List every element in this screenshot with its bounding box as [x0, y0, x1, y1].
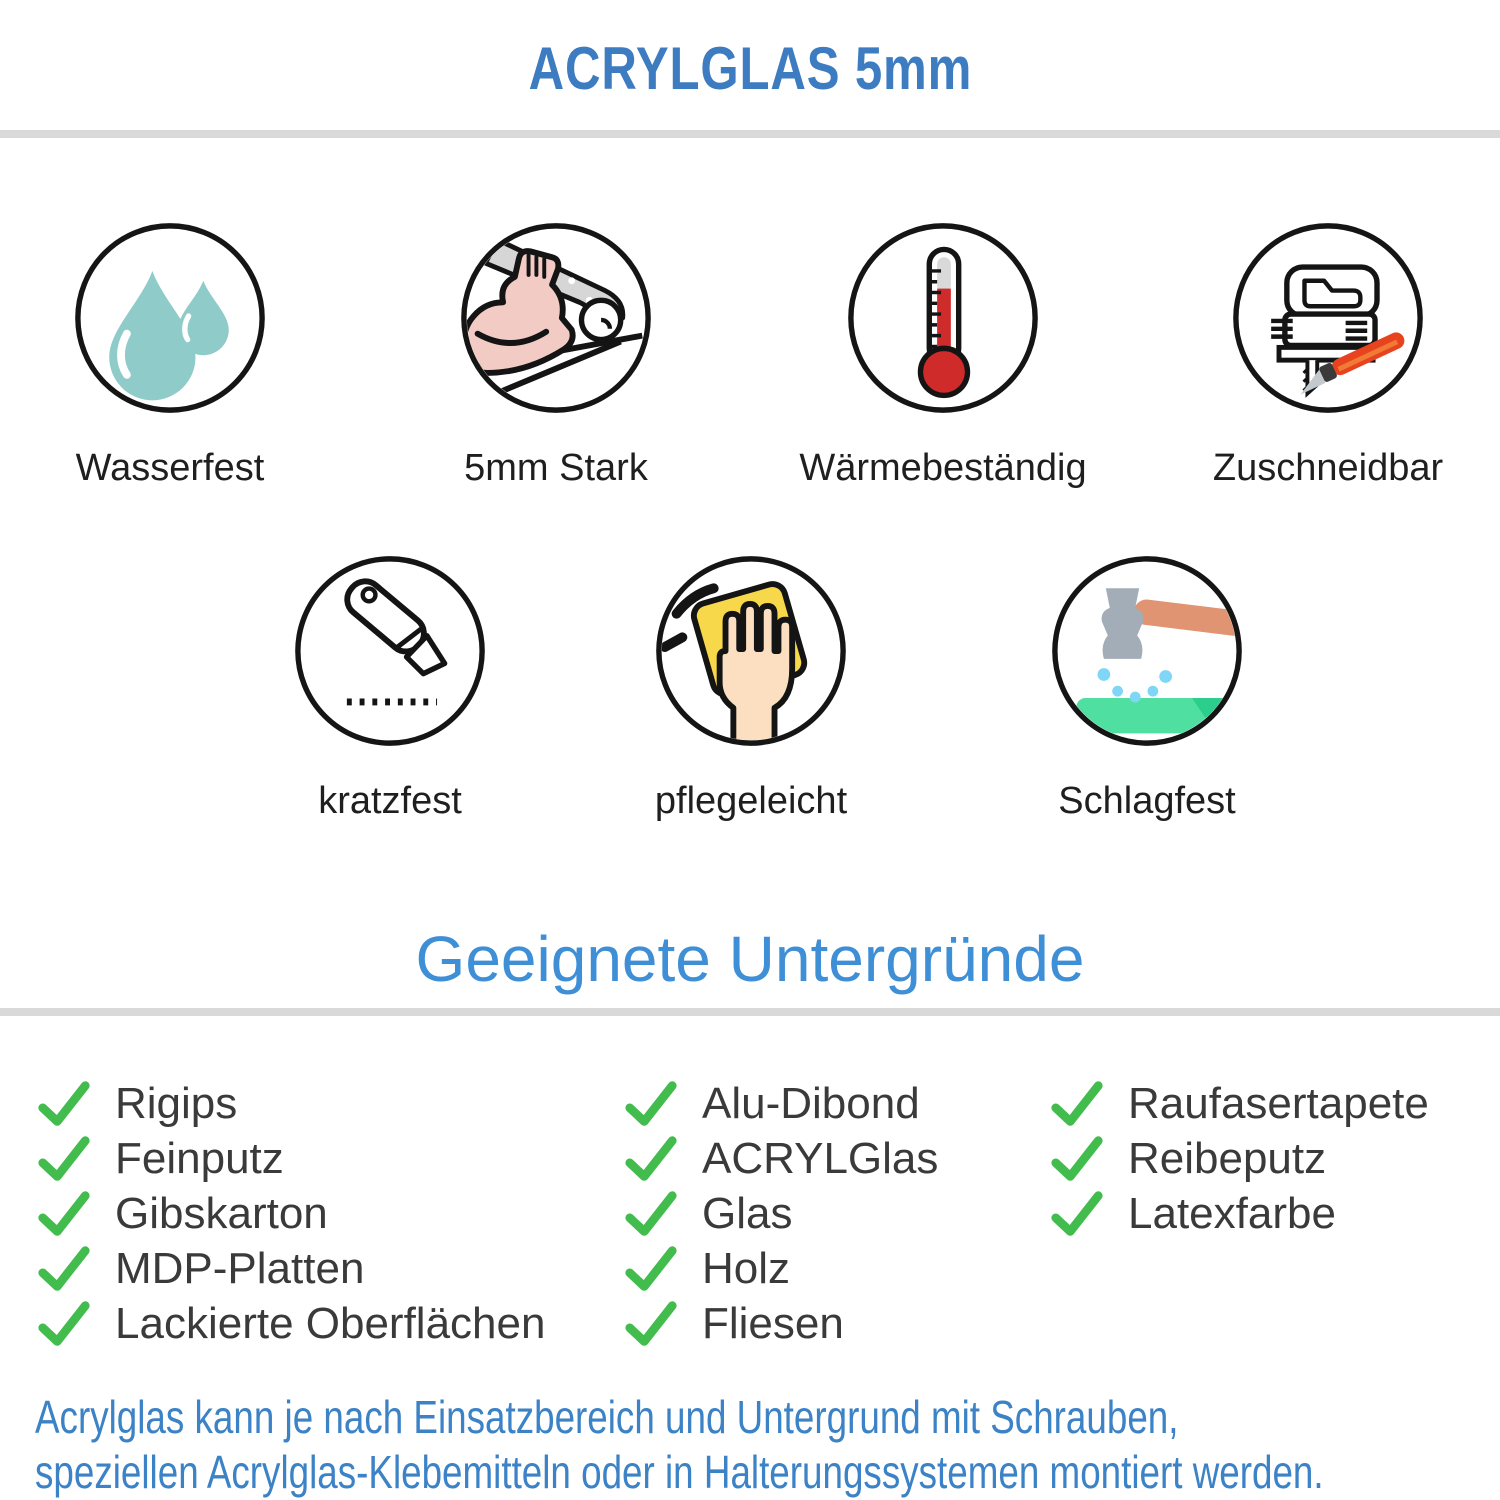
thermometer-icon [845, 220, 1041, 416]
feature-label: 5mm Stark [464, 447, 648, 489]
feature-label: Zuschneidbar [1212, 447, 1444, 489]
list-item [622, 1076, 938, 1131]
check-icon [1048, 1075, 1106, 1133]
list-item [622, 1241, 938, 1296]
mounting-note [35, 1390, 1500, 1500]
substrate-column-3 [1048, 1076, 1429, 1241]
check-icon [35, 1240, 93, 1298]
feature-label: Wasserfest [75, 447, 265, 489]
substrate-label: Gibskarton [115, 1188, 328, 1238]
hammer-icon [1049, 553, 1245, 749]
list-item [35, 1131, 545, 1186]
list-item [35, 1296, 545, 1351]
check-icon [35, 1295, 93, 1353]
utility-knife-icon [292, 553, 488, 749]
substrate-label: Latexfarbe [1128, 1188, 1336, 1238]
feature-schlagfest [977, 553, 1317, 823]
feature-label: pflegeleicht [654, 780, 848, 822]
check-icon [622, 1240, 680, 1298]
list-item [1048, 1131, 1429, 1186]
check-icon [35, 1130, 93, 1188]
feature-zuschneidbar [1158, 220, 1498, 490]
list-item [1048, 1186, 1429, 1241]
substrate-label: ACRYLGlas [702, 1133, 939, 1183]
list-item [35, 1241, 545, 1296]
divider-middle [0, 1008, 1500, 1016]
check-icon [622, 1185, 680, 1243]
check-icon [35, 1185, 93, 1243]
substrate-label: Lackierte Oberflächen [115, 1298, 546, 1348]
check-icon [622, 1130, 680, 1188]
substrate-label: Fliesen [702, 1298, 844, 1348]
mounting-note-line1: Acrylglas kann je nach Einsatzbereich und Untergrund mit Schrauben, [35, 1391, 1179, 1443]
check-icon [622, 1295, 680, 1353]
substrate-label: MDP-Platten [115, 1243, 365, 1293]
list-item [622, 1131, 938, 1186]
check-icon [1048, 1185, 1106, 1243]
feature-label: Wärmebeständig [799, 447, 1087, 489]
substrate-column-1 [35, 1076, 545, 1351]
substrate-label: Alu-Dibond [702, 1078, 920, 1128]
substrate-label: Reibeputz [1128, 1133, 1327, 1183]
list-item [35, 1076, 545, 1131]
cleaning-hand-icon [653, 553, 849, 749]
feature-label: Schlagfest [1058, 780, 1236, 822]
check-icon [1048, 1130, 1106, 1188]
jigsaw-icon [1230, 220, 1426, 416]
list-item [1048, 1076, 1429, 1131]
substrate-label: Holz [702, 1243, 791, 1293]
substrate-label: Rigips [115, 1078, 238, 1128]
substrate-column-2 [622, 1076, 938, 1351]
muscle-arm-icon [458, 220, 654, 416]
feature-kratzfest [220, 553, 560, 823]
list-item [622, 1296, 938, 1351]
feature-pflegeleicht [581, 553, 921, 823]
substrate-label: Glas [702, 1188, 793, 1238]
feature-wasserfest [0, 220, 340, 490]
mounting-note-line2: speziellen Acrylglas-Klebemitteln oder in Halterungssystemen montiert werden. [35, 1446, 1324, 1498]
substrate-label: Feinputz [115, 1133, 284, 1183]
substrate-label: Raufasertapete [1128, 1078, 1429, 1128]
page-title: ACRYLGLAS 5mm [528, 35, 972, 102]
check-icon [35, 1075, 93, 1133]
water-drops-icon [72, 220, 268, 416]
list-item [35, 1186, 545, 1241]
feature-waermebestaendig [773, 220, 1113, 490]
divider-top [0, 130, 1500, 138]
feature-5mm-stark [386, 220, 726, 490]
feature-label: kratzfest [318, 780, 462, 822]
list-item [622, 1186, 938, 1241]
section-title: Geeignete Untergründe [415, 923, 1085, 995]
check-icon [622, 1075, 680, 1133]
